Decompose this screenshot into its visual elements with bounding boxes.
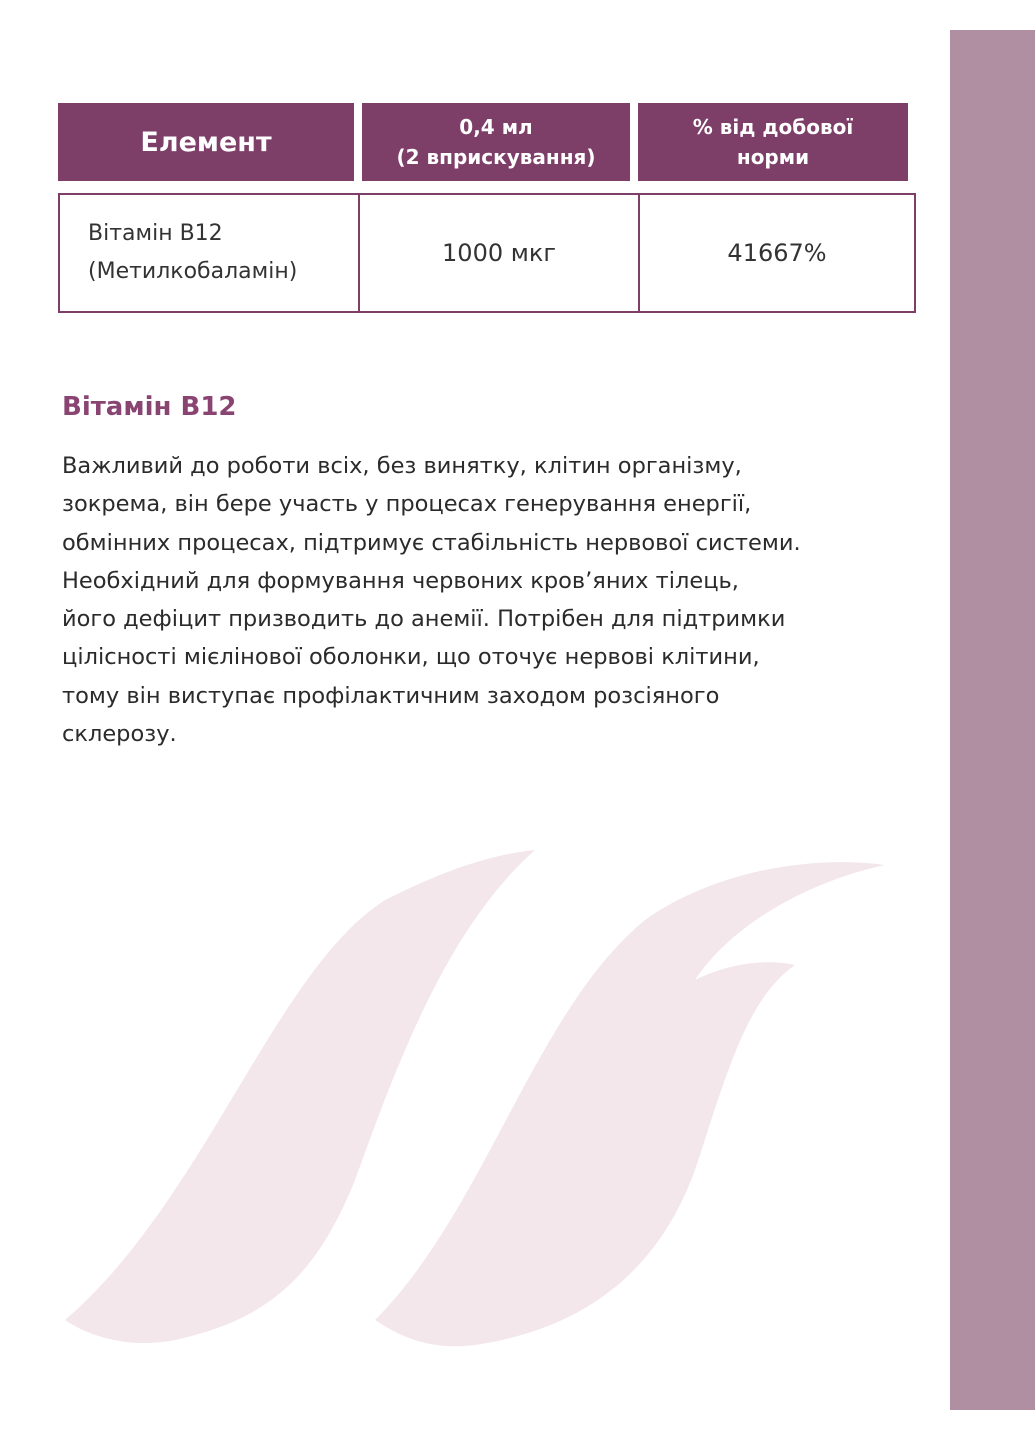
cell-element-line-2: (Метилкобаламін) xyxy=(88,259,298,284)
cell-daily-percent-text: 41667% xyxy=(727,239,827,267)
paragraph-line: Необхідний для формування червоних кров’яних тілець, xyxy=(62,567,739,594)
cell-element xyxy=(60,195,360,311)
side-color-band xyxy=(950,30,1035,1410)
cell-amount-text: 1000 мкг xyxy=(442,239,556,267)
paragraph-line: Важливий до роботи всіх, без винятку, клітин організму, xyxy=(62,453,742,479)
header-element-text: Елемент xyxy=(140,126,272,158)
section-title: Вітамін В12 xyxy=(62,392,237,422)
paragraph-line: обмінних процесах, підтримує стабільність нервової системи. xyxy=(62,529,801,556)
paragraph-line: зокрема, він бере участь у процесах генерування енергії, xyxy=(62,491,752,518)
composition-table xyxy=(58,103,916,313)
leaf-logo-watermark xyxy=(55,850,905,1370)
cell-amount xyxy=(360,195,640,311)
header-daily-norm-line-2: норми xyxy=(736,145,810,169)
table-row xyxy=(58,193,916,313)
section-paragraph xyxy=(62,447,942,753)
header-daily-norm xyxy=(638,103,908,181)
paragraph-line: тому він виступає профілактичним заходом розсіяного xyxy=(62,682,720,709)
header-daily-norm-line-1: % від добової xyxy=(692,115,854,139)
cell-daily-percent xyxy=(640,195,914,311)
header-dose xyxy=(362,103,630,181)
cell-element-line-1: Вітамін В12 xyxy=(88,221,223,246)
header-element xyxy=(58,103,354,181)
header-dose-line-1: 0,4 мл xyxy=(459,115,533,139)
paragraph-line: цілісності мієлінової оболонки, що оточує нервові клітини, xyxy=(62,644,760,671)
table-header-row xyxy=(58,103,916,181)
paragraph-line: склерозу. xyxy=(62,721,177,748)
paragraph-line: його дефіцит призводить до анемії. Потрібен для підтримки xyxy=(62,606,786,633)
header-dose-line-2: (2 вприскування) xyxy=(396,145,596,169)
